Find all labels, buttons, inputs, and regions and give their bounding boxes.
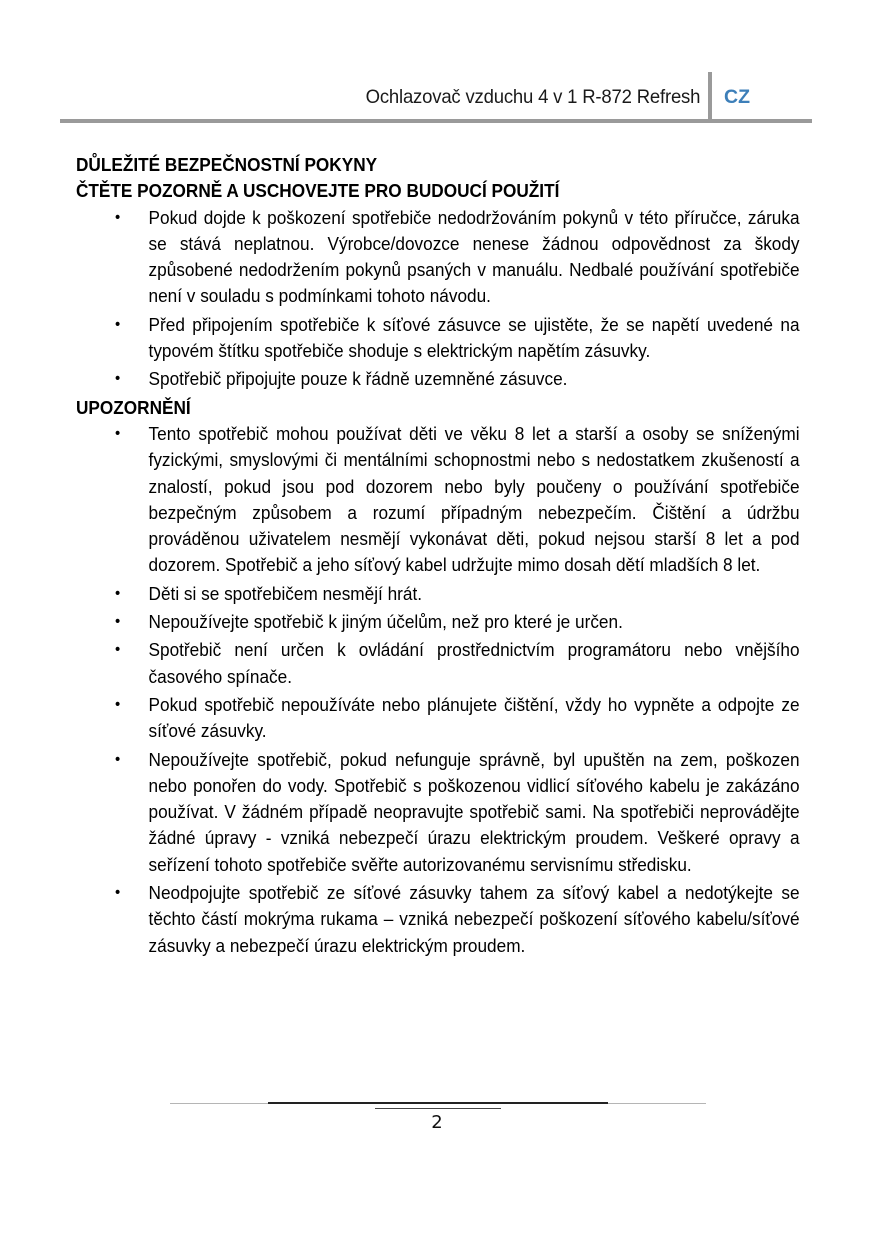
bullet: •	[115, 584, 121, 602]
bullet: •	[115, 695, 121, 713]
document-title: Ochlazovač vzduchu 4 v 1 R-872 Refresh	[365, 86, 700, 108]
section-heading: UPOZORNĚNÍ	[76, 396, 191, 418]
list-item	[76, 581, 800, 607]
list-item-text: Spotřebič není určen k ovládání prostřednictvím programátoru nebo vnějšího časového spínače.	[148, 639, 800, 687]
list-item	[76, 205, 800, 310]
footer-rule-short	[375, 1108, 501, 1109]
page-number: 2	[431, 1112, 443, 1133]
section-subheading: ČTĚTE POZORNĚ A USCHOVEJTE PRO BUDOUCÍ POUŽITÍ	[76, 180, 560, 202]
header-separator	[708, 72, 712, 120]
list-item	[76, 366, 800, 392]
list-item	[76, 609, 800, 635]
bullet: •	[115, 424, 121, 442]
bullet: •	[115, 613, 121, 631]
list-item	[76, 637, 800, 690]
safety-list	[76, 205, 800, 393]
list-item-text: Nepoužívejte spotřebič k jiným účelům, než pro které je určen.	[148, 611, 623, 633]
list-item-text: Neodpojujte spotřebič ze síťové zásuvky tahem za síťový kabel a nedotýkejte se těchto částí mokrýma rukama – vzniká nebezpečí poškození síťového kabelu/síťové zásuvky a nebezpečí úrazu elektrickým proudem.	[148, 882, 800, 956]
list-item-text: Před připojením spotřebiče k síťové zásuvce se ujistěte, že se napětí uvedené na typovém štítku spotřebiče shoduje s elektrickým napětím zásuvky.	[148, 313, 800, 362]
bullet: •	[115, 208, 121, 226]
list-item	[76, 421, 800, 579]
list-item-text: Spotřebič připojujte pouze k řádně uzemněné zásuvce.	[148, 368, 568, 390]
safety-instructions-section	[76, 152, 800, 393]
list-item-text: Pokud spotřebič nepoužíváte nebo plánujete čištění, vždy ho vypněte a odpojte ze síťové zásuvky.	[148, 693, 800, 742]
footer-rule-dark	[268, 1102, 608, 1104]
list-item	[76, 692, 800, 745]
list-item-text: Tento spotřebič mohou používat děti ve věku 8 let a starší a osoby se sníženými fyzickými, smyslovými či mentálními schopnostmi nebo s nedostatkem zkušeností a znalostí, pokud jsou pod dozorem nebo byly poučeny o používání spotřebiče bezpečným způsobem a rozumí případným nebezpečím. Čištění a údržbu prováděnou uživatelem nesmějí vykonávat děti, pokud nejsou starší 8 let a pod dozorem. Spotřebič a jeho síťový kabel udržujte mimo dosah dětí mladších 8 let.	[148, 422, 800, 576]
warning-list	[76, 421, 800, 959]
header-rule	[60, 119, 812, 123]
page-content	[76, 152, 800, 961]
warning-section	[76, 395, 800, 959]
bullet: •	[115, 641, 121, 659]
list-item	[76, 747, 800, 878]
section-heading: DŮLEŽITÉ BEZPEČNOSTNÍ POKYNY	[76, 154, 378, 175]
list-item	[76, 880, 800, 959]
list-item	[76, 312, 800, 365]
bullet: •	[115, 750, 121, 768]
page-header	[60, 72, 812, 124]
list-item-text: Pokud dojde k poškození spotřebiče nedodržováním pokynů v této příručce, záruka se stává neplatnou. Výrobce/dovozce nenese žádnou odpovědnost za škody způsobené nedodržením pokynů psaných v manuálu. Nedbalé používání spotřebiče není v souladu s podmínkami tohoto návodu.	[148, 206, 800, 307]
bullet: •	[115, 370, 121, 388]
bullet: •	[115, 884, 121, 902]
bullet: •	[115, 315, 121, 333]
language-badge: CZ	[724, 86, 750, 108]
list-item-text: Děti si se spotřebičem nesmějí hrát.	[148, 582, 423, 604]
list-item-text: Nepoužívejte spotřebič, pokud nefunguje správně, byl upuštěn na zem, poškozen nebo ponořen do vody. Spotřebič s poškozenou vidlicí síťového kabelu je zakázáno používat. V žádném případě neopravujte spotřebič sami. Na spotřebiči neprovádějte žádné úpravy - vzniká nebezpečí úrazu elektrickým proudem. Veškeré opravy a seřízení tohoto spotřebiče svěřte autorizovanému servisnímu středisku.	[148, 748, 800, 875]
